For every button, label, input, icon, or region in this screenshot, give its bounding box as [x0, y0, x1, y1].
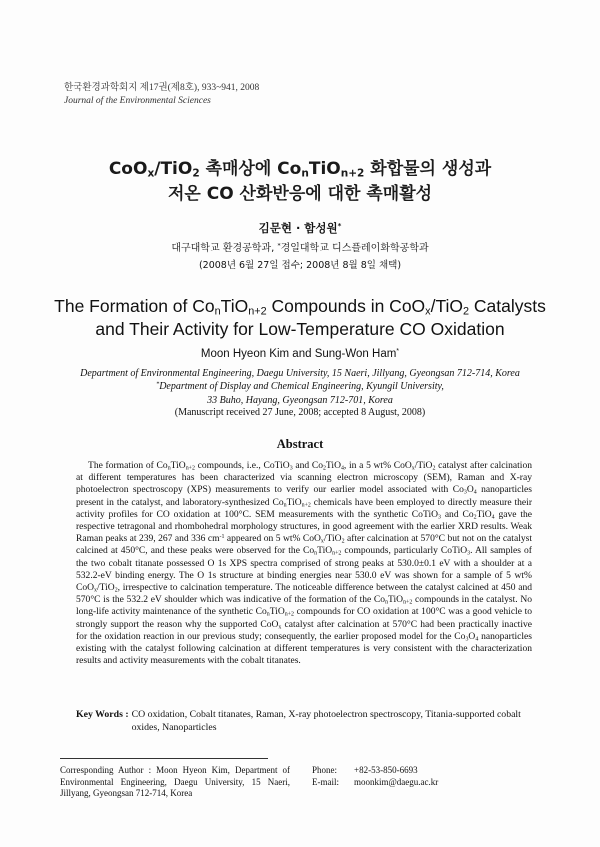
email-row	[312, 777, 512, 789]
phone-number: +82-53-850-6693	[354, 765, 418, 775]
korean-authors: 김문현 · 함성원*	[258, 221, 342, 235]
email-address: moonkim@daegu.ac.kr	[354, 776, 439, 787]
phone-row	[312, 765, 512, 777]
english-affiliation-line-2: *Department of Display and Chemical Engineering, Kyungil University,	[156, 380, 444, 392]
abstract-body	[76, 460, 532, 667]
korean-title-line-2: 저온 CO 산화반응에 대한 촉매활성	[167, 184, 433, 204]
abstract-paragraph: The formation of $Co_nTiO_{n+2}$ compounds, i.e., CoTiO$_3$ and $Co_2TiO_4$, in a 5 wt% CoO$_x$/TiO$_2$ catalyst after calcination at different temperatures has been characterized via scanning electron microscopy (SEM), Raman and X-ray photoelectron spectroscopy (XPS) measurements to verify our earlier model associated with $Co_3O_4$ nanoparticles present in the catalyst, and laboratory-synthesized $Co_nTiO_{n+2}$ chemicals have been employed to directly measure their activity profiles for CO oxidation at 100°C. SEM measurements with the synthetic CoTiO$_3$ and $Co_2TiO_4$ gave the respective tetragonal and rhombohedral morphology structures, in good agreement with the earlier XRD results. Weak Raman peaks at 239, 267 and 336 $cm^{-1}$ appeared on 5 wt% CoO$_x$/TiO$_2$ after calcination at 570°C but not on the catalyst calcined at 450°C, and these peaks were observed for the $Co_nTiO_{n+2}$ compounds, particularly CoTiO$_3$. All samples of the two cobalt titanate possessed O 1s XPS spectra comprised of strong peaks at 530.0±0.1 eV with a shoulder at a 532.2-eV binding energy. The O 1s structure at binding energies near 530.0 eV was shown for a sample of 5 wt% CoO$_x$/TiO$_2$, irrespective to calcination temperature. The noticeable difference between the catalyst calcined at 450 and 570°C is the 532.2 eV shoulder which was indicative of the formation of the $Co_nTiO_{n+2}$ compounds in the catalyst. No long-life activity maintenance of the synthetic $Co_nTiO_{n+2}$ compounds for CO oxidation at 100°C was a good vehicle to strongly support the reason why the supported CoO$_x$ catalyst after calcination at 570°C had been practically inactive for the oxidation reaction in our previous study; consequently, the earlier proposed model for the $Co_3O_4$ nanoparticles existing with the catalyst following calcination at different temperatures is very consistent with the characterization results and activity measurements with the cobalt titanates.	[76, 460, 533, 667]
english-affiliation-line-3: 33 Buho, Hayang, Gyeongsan 712-701, Korea	[207, 395, 393, 406]
contact-info	[312, 765, 512, 788]
corresponding-author: Corresponding Author : Moon Hyeon Kim, Department of Environmental Engineering, Daegu University, 15 Naeri, Jillyang, Gyeongsan 712-714, Korea	[60, 765, 290, 798]
journal-name-korean: 한국환경과학회지 제17권(제8호), 933~941, 2008	[64, 83, 260, 93]
english-title-line-2: and Their Activity for Low-Temperature CO Oxidation	[95, 319, 505, 339]
english-title-line-1: The Formation of $Co_nTiO_{n+2}$ Compounds in CoO$_x$/TiO$_2$ Catalysts	[54, 296, 546, 318]
footnote-divider	[60, 758, 268, 759]
phone-label: Phone:	[312, 765, 338, 775]
korean-title-line-1: CoO$_x$/TiO$_2$ 촉매상에 $Co_nTiO_{n+2}$ 화합물의 생성과	[108, 159, 492, 180]
keywords-label: Key Words :	[76, 709, 129, 720]
keywords-text: CO oxidation, Cobalt titanates, Raman, X-ray photoelectron spectroscopy, Titania-supported cobalt oxides, Nanoparticles	[131, 709, 521, 733]
korean-affiliation: 대구대학교 환경공학과, *경일대학교 디스플레이화학공학과	[171, 242, 429, 254]
abstract-heading: Abstract	[276, 437, 324, 451]
english-received-dates: (Manuscript received 27 June, 2008; accepted 8 August, 2008)	[174, 407, 426, 418]
keywords	[76, 708, 532, 734]
english-affiliation-line-1: Department of Environmental Engineering, Daegu University, 15 Naeri, Jillyang, Gyeongsan 712-714, Korea	[80, 368, 520, 379]
email-label: E-mail:	[312, 776, 339, 787]
journal-header	[64, 82, 259, 108]
english-authors: Moon Hyeon Kim and Sung-Won Ham*	[200, 347, 400, 360]
journal-name-english: Journal of the Environmental Sciences	[64, 96, 211, 106]
korean-received-dates: (2008년 6월 27일 접수; 2008년 8월 8일 채택)	[198, 260, 402, 271]
